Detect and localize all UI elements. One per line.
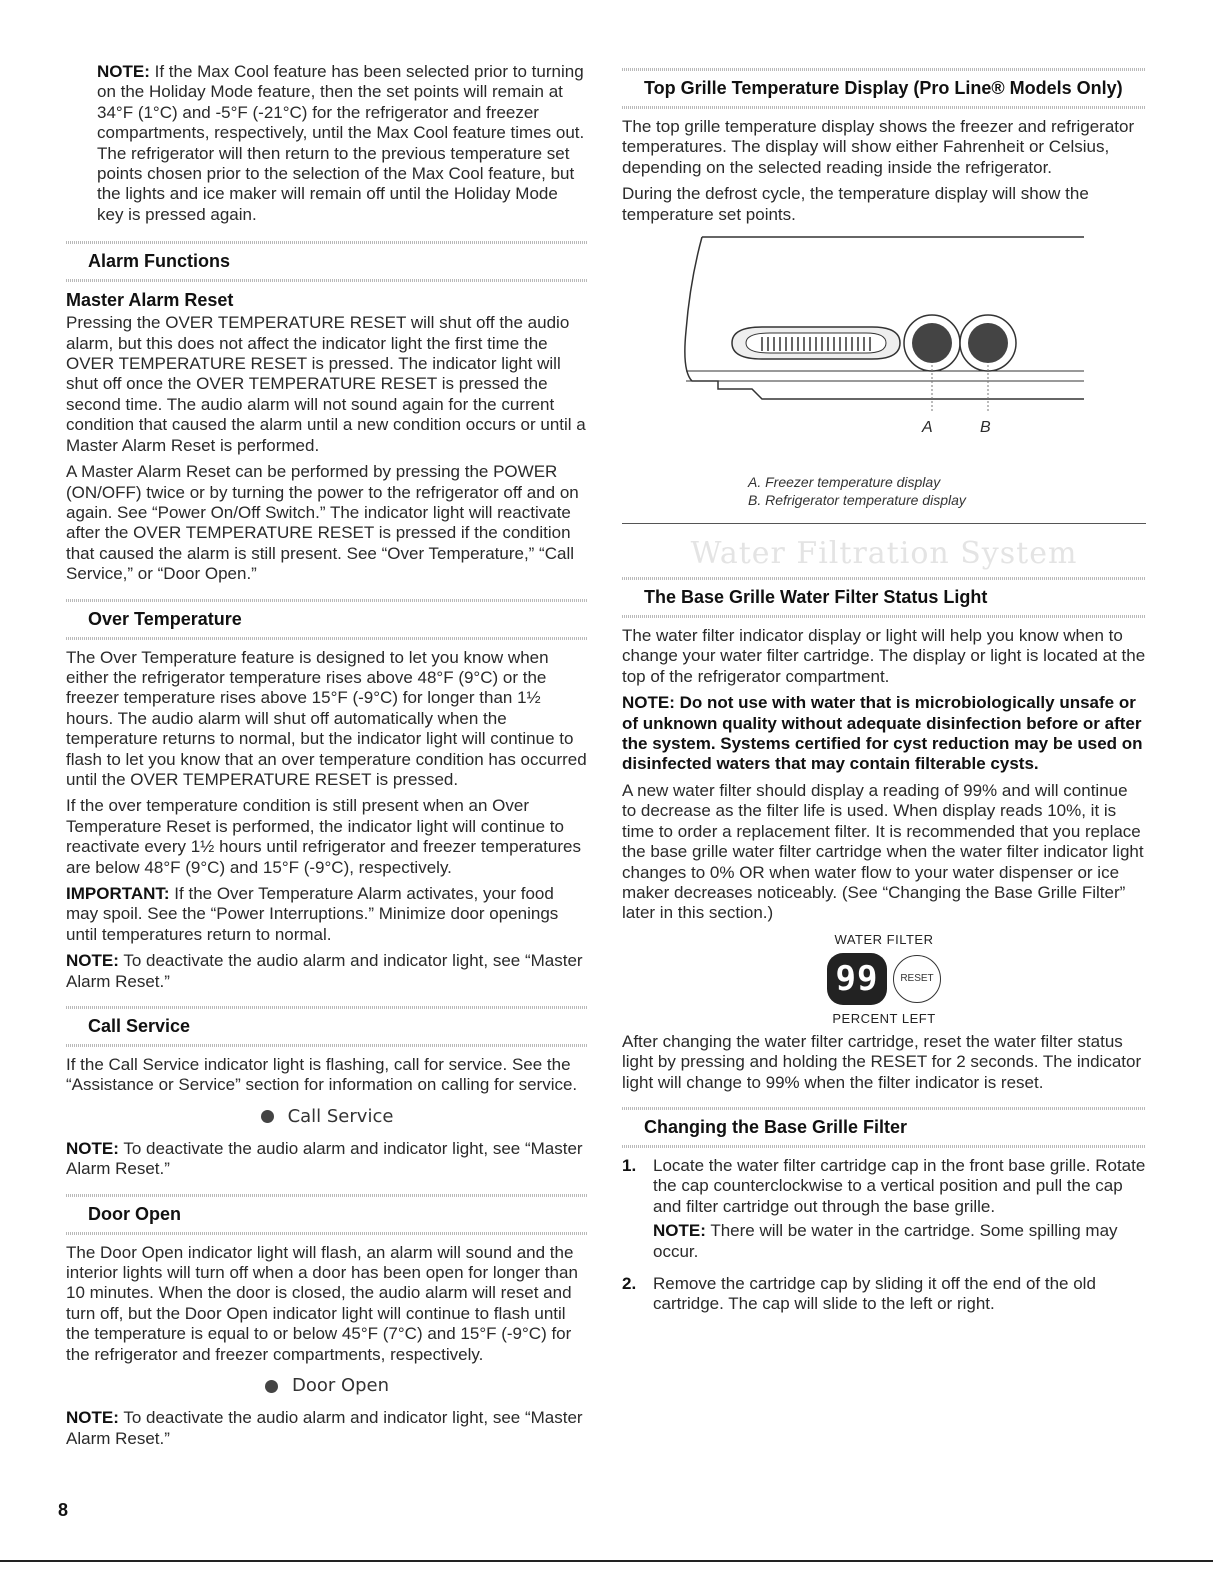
master-alarm-reset-title: Master Alarm Reset [66, 290, 234, 311]
figure-caption-b: B. Refrigerator temperature display [748, 492, 966, 509]
left-column [66, 62, 588, 1455]
call-service-indicator: Call Service [66, 1106, 588, 1127]
master-alarm-p1: Pressing the OVER TEMPERATURE RESET will shut off the audio alarm, but this does not affect the indicator light the first time the OVER TEMPERATURE RESET is pressed. The indicator light will shut off once the OVER TEMPERATURE RESET is pressed the second time. The audio alarm will not sound again for the current condition that caused the alarm until a new condition occurs or until a Master Alarm Reset is performed. [66, 313, 586, 455]
percent-left-label: PERCENT LEFT [832, 1010, 936, 1026]
door-open-deactivate-note: NOTE: To deactivate the audio alarm and indicator light, see “Master Alarm Reset.” [66, 1408, 583, 1448]
water-filter-display [622, 932, 1146, 1026]
figure-caption-a: A. Freezer temperature display [748, 474, 941, 491]
master-alarm-p2: A Master Alarm Reset can be performed by pressing the POWER (ON/OFF) twice or by turning the power to the refrigerator off and on again. See “Power On/Off Switch.” The indicator light will reactivate after the OVER TEMPERATURE RESET is pressed if the condition that caused the alarm is still present. See “Over Temperature,” “Call Service,” or “Door Open.” [66, 462, 579, 584]
right-column [622, 68, 1146, 1327]
call-service-p1: If the Call Service indicator light is flashing, call for service. See the “Assistance or Service” section for information on calling for service. [66, 1055, 578, 1095]
status-p3: After changing the water filter cartridge, reset the water filter status light by pressing and holding the RESET for 2 seconds. The indicator light will change to 99% when the filter indicator is reset. [622, 1031, 1142, 1092]
status-light-header: The Base Grille Water Filter Status Light [622, 577, 1146, 618]
over-temp-p2: If the over temperature condition is still present when an Over Temperature Reset is performed, the indicator light will continue to reactivate every 1½ hours until refrigerator and freezer temperatures are below 48°F (9°C) and 15°F (-9°C), respectively. [66, 796, 581, 877]
call-service-header: Call Service [66, 1006, 588, 1047]
indicator-dot-icon [261, 1110, 274, 1123]
changing-filter-header: Changing the Base Grille Filter [622, 1107, 1146, 1148]
top-grille-p2: During the defrost cycle, the temperature display will show the temperature set points. [622, 184, 1089, 224]
door-open-header: Door Open [66, 1194, 588, 1235]
reset-button[interactable]: RESET [893, 955, 941, 1003]
top-grille-figure [622, 231, 1146, 471]
call-service-deactivate-note: NOTE: To deactivate the audio alarm and indicator light, see “Master Alarm Reset.” [66, 1138, 583, 1179]
indicator-dot-icon [265, 1380, 278, 1393]
status-p2: A new water filter should display a reading of 99% and will continue to decrease as the filter life is used. When display reads 10%, it is time to order a replacement filter. It is recommended that you replace the base grille water filter cartridge when the water filter indicator light changes to 0% OR when water flow to your water dispenser or ice maker decreases noticeably. (See “Changing the Base Grille Filter” later in this section.) [622, 780, 1144, 923]
step-item: 2. Remove the cartridge cap by sliding it off the end of the old cartridge. The cap will slide to the left or right. [622, 1273, 1096, 1314]
over-temperature-header: Over Temperature [66, 599, 588, 640]
holiday-note: NOTE: If the Max Cool feature has been selected prior to turning on the Holiday Mode feature, then the set points will remain at 34°F (1°C) and -5°F (-21°C) for the refrigerator and freezer compartments, respectively, until the Max Cool feature times out. The refrigerator will then return to the previous temperature set points chosen prior to the selection of the Max Cool feature, but the lights and ice maker will remain off until the Holiday Mode key is pressed again. [97, 62, 585, 224]
important-note: IMPORTANT: If the Over Temperature Alarm activates, your food may spoil. See the “Power Interruptions.” Minimize door openings until temperatures return to normal. [66, 884, 559, 944]
status-p1: The water filter indicator display or light will help you know when to change your water filter cartridge. The display or light is located at the top of the refrigerator compartment. [622, 626, 1146, 686]
figure-label-b: B [980, 419, 991, 437]
door-open-indicator: Door Open [66, 1375, 588, 1396]
bottom-rule [0, 1560, 1213, 1562]
step-item: 1. Locate the water filter cartridge cap in the front base grille. Rotate the cap counterclockwise to a vertical position and pull the cap and filter cartridge out through the base grille. NOTE: There will be water in the cartridge. Some spilling may occur. [622, 1155, 1146, 1261]
page-number: 8 [58, 1500, 69, 1520]
over-temp-deactivate-note: NOTE: To deactivate the audio alarm and indicator light, see “Master Alarm Reset.” [66, 951, 583, 991]
top-grille-display-illustration [622, 231, 1146, 441]
top-grille-header: Top Grille Temperature Display (Pro Line® Models Only) [622, 68, 1146, 109]
top-grille-p1: The top grille temperature display shows the freezer and refrigerator temperatures. The display will show either Fahrenheit or Celsius, depending on the selected reading inside the refrigerator. [622, 117, 1135, 177]
status-bold-note: NOTE: Do not use with water that is microbiologically unsafe or of unknown quality without adequate disinfection before or after the system. Systems certified for cyst reduction may be used on disinfected waters that may contain filterable cysts. [622, 693, 1143, 774]
changing-filter-steps [622, 1156, 1146, 1315]
water-filter-label: WATER FILTER [834, 931, 934, 947]
door-open-p1: The Door Open indicator light will flash, an alarm will sound and the interior lights will turn off when a door has been open for longer than 10 minutes. When the door is closed, the audio alarm will reset and turn off, but the Door Open indicator light will continue to flash until the temperature is equal to or below 45°F (7°C) and 15°F (-9°C) for the refrigerator and freezer compartments, respectively. [66, 1242, 578, 1364]
water-filtration-system-title: Water Filtration System [622, 523, 1146, 571]
water-filter-percent-display: 99 [827, 953, 887, 1005]
figure-label-a: A [922, 419, 933, 437]
over-temp-p1: The Over Temperature feature is designed to let you know when either the refrigerator temperature rises above 48°F (9°C) or the freezer temperature rises above 15°F (-9°C) for longer than 1½ hours. The audio alarm will shut off automatically when the temperature returns to normal, but the indicator light will continue to flash to let you know that an over temperature condition has occurred until the OVER TEMPERATURE RESET is pressed. [66, 647, 587, 789]
alarm-functions-header: Alarm Functions [66, 241, 588, 282]
